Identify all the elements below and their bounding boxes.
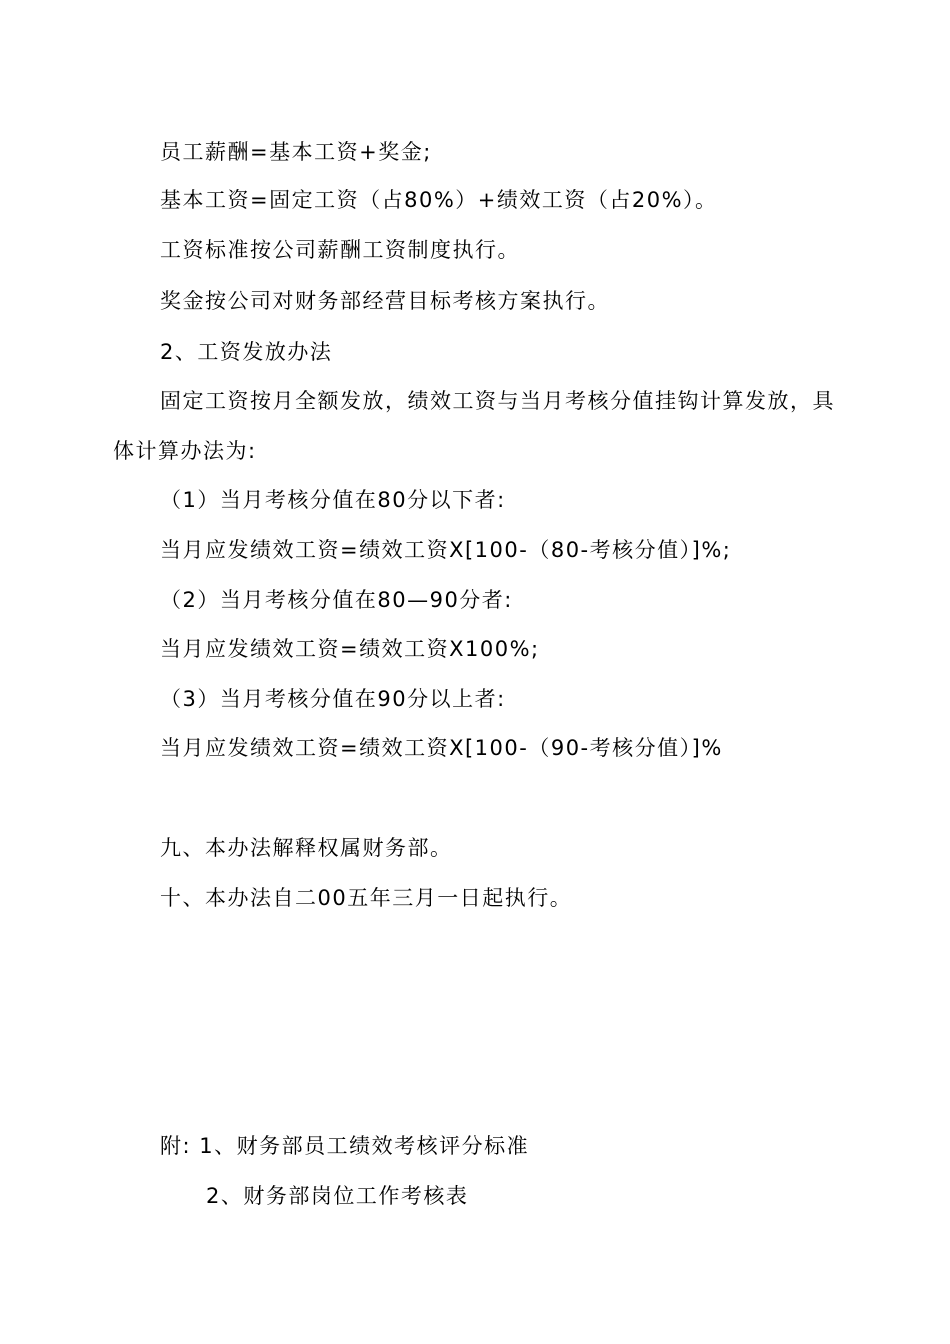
article-9: 九、本办法解释权属财务部。 (160, 836, 453, 860)
case-3-formula: 当月应发绩效工资=绩效工资X[100-（90-考核分值）]% (160, 736, 723, 760)
case-1-formula: 当月应发绩效工资=绩效工资X[100-（80-考核分值）]%; (160, 538, 732, 562)
base-salary-line: 基本工资=固定工资（占80%）+绩效工资（占20%）。 (160, 188, 718, 212)
article-10: 十、本办法自二00五年三月一日起执行。 (160, 886, 573, 910)
section-heading-payment: 2、工资发放办法 (160, 340, 333, 364)
case-3-condition: （3）当月考核分值在90分以上者: (160, 687, 506, 711)
attachment-1: 附: 1、财务部员工绩效考核评分标准 (160, 1134, 530, 1158)
case-2-formula: 当月应发绩效工资=绩效工资X100%; (160, 637, 540, 661)
salary-composition-line: 员工薪酬=基本工资+奖金; (160, 140, 432, 164)
payment-rule-line: 固定工资按月全额发放，绩效工资与当月考核分值挂钩计算发放，具 (160, 389, 835, 413)
salary-standard-line: 工资标准按公司薪酬工资制度执行。 (160, 238, 520, 262)
attachment-2: 2、财务部岗位工作考核表 (206, 1184, 469, 1208)
payment-rule-continuation: 体计算办法为: (113, 439, 257, 463)
case-2-condition: （2）当月考核分值在80—90分者: (160, 588, 513, 612)
bonus-line: 奖金按公司对财务部经营目标考核方案执行。 (160, 289, 610, 313)
case-1-condition: （1）当月考核分值在80分以下者: (160, 488, 506, 512)
